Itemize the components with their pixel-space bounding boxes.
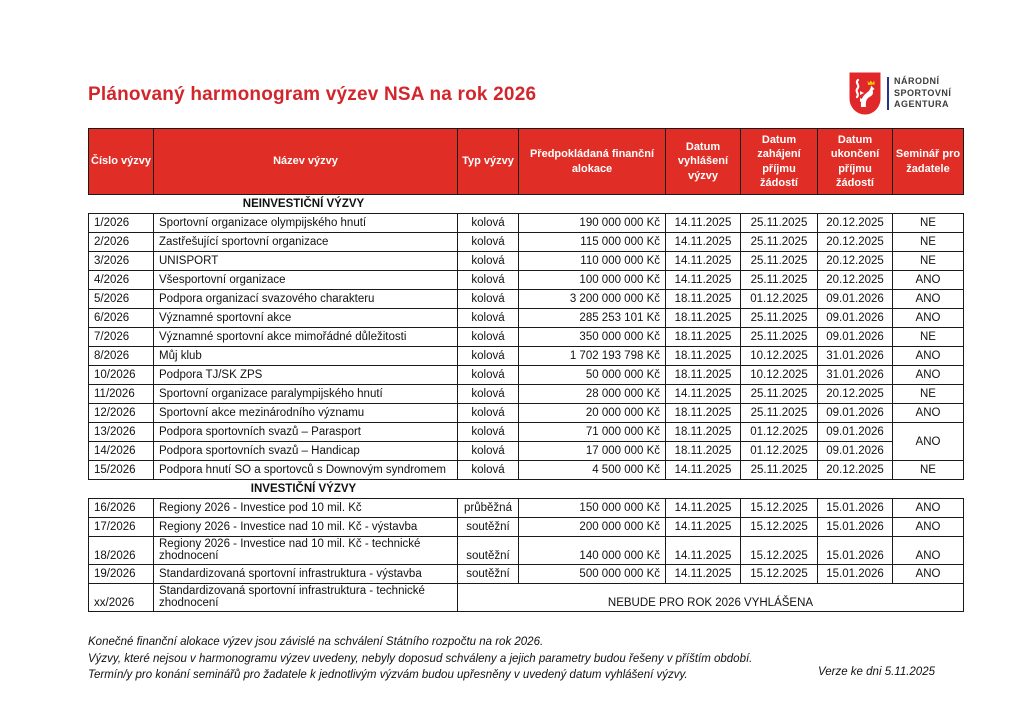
cell-announce-date: 18.11.2025 <box>666 442 741 461</box>
cell-seminar: ANO <box>893 518 964 537</box>
nsa-logo <box>848 70 998 118</box>
cell-call-type: kolová <box>458 328 519 347</box>
cell-call-type: průběžná <box>458 499 519 518</box>
cell-seminar: NE <box>893 385 964 404</box>
cell-allocation: 17 000 000 Kč <box>519 442 666 461</box>
cell-call-number: 18/2026 <box>89 537 154 565</box>
table-row <box>89 404 964 423</box>
cell-seminar: NE <box>893 252 964 271</box>
cell-call-number: 8/2026 <box>89 347 154 366</box>
cell-seminar: ANO <box>893 404 964 423</box>
cell-start-date: 01.12.2025 <box>741 442 818 461</box>
header-call-name: Název výzvy <box>154 129 458 195</box>
cell-call-number: 19/2026 <box>89 565 154 584</box>
cell-call-number: 12/2026 <box>89 404 154 423</box>
table-row <box>89 385 964 404</box>
cell-end-date: 31.01.2026 <box>818 347 893 366</box>
cell-end-date: 20.12.2025 <box>818 233 893 252</box>
header-seminar: Seminář pro žadatele <box>893 129 964 195</box>
cell-call-name: Standardizovaná sportovní infrastruktura - výstavba <box>154 565 458 584</box>
cell-start-date: 25.11.2025 <box>741 328 818 347</box>
section-spacer <box>519 480 964 499</box>
cell-call-type: kolová <box>458 233 519 252</box>
cell-end-date: 31.01.2026 <box>818 366 893 385</box>
cell-announce-date: 14.11.2025 <box>666 271 741 290</box>
cell-start-date: 25.11.2025 <box>741 461 818 480</box>
logo-divider <box>887 77 889 110</box>
cell-call-type: kolová <box>458 252 519 271</box>
section-label: NEINVESTIČNÍ VÝZVY <box>89 195 519 214</box>
cell-call-number: 17/2026 <box>89 518 154 537</box>
cell-call-name: Podpora TJ/SK ZPS <box>154 366 458 385</box>
table-row <box>89 347 964 366</box>
table-header-row <box>89 129 964 195</box>
cell-call-type: kolová <box>458 404 519 423</box>
cell-end-date: 15.01.2026 <box>818 565 893 584</box>
section-header-noninvestment <box>89 195 964 214</box>
cell-end-date: 09.01.2026 <box>818 309 893 328</box>
logo-line-3: AGENTURA <box>894 99 949 109</box>
cell-call-type: kolová <box>458 290 519 309</box>
cell-announce-date: 14.11.2025 <box>666 499 741 518</box>
cell-announce-date: 18.11.2025 <box>666 290 741 309</box>
cell-end-date: 09.01.2026 <box>818 404 893 423</box>
czech-lion-shield-icon <box>848 71 882 116</box>
cell-announce-date: 14.11.2025 <box>666 518 741 537</box>
cell-start-date: 10.12.2025 <box>741 366 818 385</box>
cell-allocation: 1 702 193 798 Kč <box>519 347 666 366</box>
cell-start-date: 15.12.2025 <box>741 518 818 537</box>
cell-announce-date: 14.11.2025 <box>666 461 741 480</box>
cell-call-type: kolová <box>458 385 519 404</box>
cell-allocation: 20 000 000 Kč <box>519 404 666 423</box>
cell-end-date: 15.01.2026 <box>818 518 893 537</box>
cell-seminar: ANO <box>893 309 964 328</box>
table-row <box>89 461 964 480</box>
cell-end-date: 09.01.2026 <box>818 328 893 347</box>
cell-call-name: Sportovní organizace paralympijského hnutí <box>154 385 458 404</box>
cell-allocation: 500 000 000 Kč <box>519 565 666 584</box>
cell-call-name: Všesportovní organizace <box>154 271 458 290</box>
cell-allocation: 140 000 000 Kč <box>519 537 666 565</box>
cell-call-type: soutěžní <box>458 518 519 537</box>
cell-seminar: ANO <box>893 347 964 366</box>
cell-start-date: 25.11.2025 <box>741 309 818 328</box>
cell-seminar: NE <box>893 214 964 233</box>
cell-start-date: 25.11.2025 <box>741 252 818 271</box>
cell-end-date: 09.01.2026 <box>818 290 893 309</box>
cell-start-date: 01.12.2025 <box>741 423 818 442</box>
footnotes <box>88 634 752 684</box>
cell-call-type: kolová <box>458 461 519 480</box>
cell-call-name: Významné sportovní akce <box>154 309 458 328</box>
cell-seminar: ANO <box>893 366 964 385</box>
cell-allocation: 350 000 000 Kč <box>519 328 666 347</box>
cell-allocation: 200 000 000 Kč <box>519 518 666 537</box>
cell-allocation: 71 000 000 Kč <box>519 423 666 442</box>
logo-line-1: NÁRODNÍ <box>894 76 940 86</box>
cell-call-type: kolová <box>458 423 519 442</box>
cell-allocation: 3 200 000 000 Kč <box>519 290 666 309</box>
cell-call-type: kolová <box>458 442 519 461</box>
cell-allocation: 190 000 000 Kč <box>519 214 666 233</box>
section-spacer <box>519 195 964 214</box>
cell-call-name: Podpora organizací svazového charakteru <box>154 290 458 309</box>
cell-allocation: 4 500 000 Kč <box>519 461 666 480</box>
cell-call-type: kolová <box>458 271 519 290</box>
cell-start-date: 25.11.2025 <box>741 404 818 423</box>
cell-allocation: 115 000 000 Kč <box>519 233 666 252</box>
cell-seminar-merged: ANO <box>893 423 964 461</box>
cell-seminar: ANO <box>893 499 964 518</box>
cell-announce-date: 18.11.2025 <box>666 404 741 423</box>
cell-announce-date: 14.11.2025 <box>666 537 741 565</box>
cell-end-date: 09.01.2026 <box>818 442 893 461</box>
cell-start-date: 25.11.2025 <box>741 385 818 404</box>
cell-call-name: Podpora hnutí SO a sportovců s Downovým syndromem <box>154 461 458 480</box>
cell-call-number: 4/2026 <box>89 271 154 290</box>
cell-start-date: 25.11.2025 <box>741 233 818 252</box>
table-row <box>89 423 964 442</box>
table-row <box>89 290 964 309</box>
header-call-number: Číslo výzvy <box>89 129 154 195</box>
cell-call-name: Regiony 2026 - Investice pod 10 mil. Kč <box>154 499 458 518</box>
cell-call-name: Regiony 2026 - Investice nad 10 mil. Kč - výstavba <box>154 518 458 537</box>
cell-call-type: soutěžní <box>458 537 519 565</box>
cell-allocation: 100 000 000 Kč <box>519 271 666 290</box>
cell-allocation: 50 000 000 Kč <box>519 366 666 385</box>
cell-call-name: Významné sportovní akce mimořádné důležitosti <box>154 328 458 347</box>
cell-end-date: 15.01.2026 <box>818 537 893 565</box>
table-row <box>89 584 964 612</box>
logo-wordmark <box>894 76 951 111</box>
cell-seminar: ANO <box>893 271 964 290</box>
cell-end-date: 20.12.2025 <box>818 271 893 290</box>
table-row <box>89 252 964 271</box>
cell-start-date: 10.12.2025 <box>741 347 818 366</box>
cell-call-type: kolová <box>458 214 519 233</box>
cell-call-type: kolová <box>458 366 519 385</box>
footnote-3: Termín/y pro konání seminářů pro žadatele k jednotlivým výzvám budou upřesněny v uvedený datum vyhlášení výzvy. <box>88 669 688 681</box>
footnote-1: Konečné finanční alokace výzev jsou závislé na schválení Státního rozpočtu na rok 2026. <box>88 636 544 648</box>
cell-end-date: 09.01.2026 <box>818 423 893 442</box>
header-announce-date: Datum vyhlášení výzvy <box>666 129 741 195</box>
table-row <box>89 233 964 252</box>
cell-call-number: 10/2026 <box>89 366 154 385</box>
cell-seminar: NE <box>893 461 964 480</box>
cell-call-name: Podpora sportovních svazů – Handicap <box>154 442 458 461</box>
cell-call-name: Můj klub <box>154 347 458 366</box>
cell-call-number: 16/2026 <box>89 499 154 518</box>
table-row <box>89 271 964 290</box>
cell-seminar: ANO <box>893 537 964 565</box>
cell-end-date: 20.12.2025 <box>818 461 893 480</box>
cell-start-date: 15.12.2025 <box>741 565 818 584</box>
cell-announce-date: 18.11.2025 <box>666 423 741 442</box>
cell-call-number: 2/2026 <box>89 233 154 252</box>
cell-start-date: 15.12.2025 <box>741 499 818 518</box>
cell-call-name: Sportovní akce mezinárodního významu <box>154 404 458 423</box>
cell-call-number: 11/2026 <box>89 385 154 404</box>
schedule-table <box>88 128 964 612</box>
page-title: Plánovaný harmonogram výzev NSA na rok 2026 <box>88 84 537 105</box>
table-row <box>89 328 964 347</box>
footnote-2: Výzvy, které nejsou v harmonogramu výzev uvedeny, nebyly doposud schváleny a jejich parametry budou řešeny v příštím období. <box>88 652 753 665</box>
cell-call-number: 6/2026 <box>89 309 154 328</box>
table-row <box>89 442 964 461</box>
cell-call-number: 15/2026 <box>89 461 154 480</box>
cell-start-date: 01.12.2025 <box>741 290 818 309</box>
cell-call-type: kolová <box>458 309 519 328</box>
cell-call-number: 3/2026 <box>89 252 154 271</box>
cell-announce-date: 18.11.2025 <box>666 309 741 328</box>
cell-end-date: 15.01.2026 <box>818 499 893 518</box>
cell-call-name: Regiony 2026 - Investice nad 10 mil. Kč - technické zhodnocení <box>154 537 458 565</box>
cell-allocation: 110 000 000 Kč <box>519 252 666 271</box>
section-label: INVESTIČNÍ VÝZVY <box>89 480 519 499</box>
cell-call-number: 7/2026 <box>89 328 154 347</box>
cell-not-announced: NEBUDE PRO ROK 2026 VYHLÁŠENA <box>458 584 964 612</box>
cell-call-name: Standardizovaná sportovní infrastruktura - technické zhodnocení <box>154 584 458 612</box>
logo-line-2: SPORTOVNÍ <box>894 87 952 98</box>
cell-seminar: NE <box>893 233 964 252</box>
cell-call-number: 14/2026 <box>89 442 154 461</box>
cell-call-number: xx/2026 <box>89 584 154 612</box>
table-row <box>89 518 964 537</box>
cell-seminar: ANO <box>893 565 964 584</box>
cell-call-number: 5/2026 <box>89 290 154 309</box>
cell-announce-date: 14.11.2025 <box>666 252 741 271</box>
cell-announce-date: 18.11.2025 <box>666 366 741 385</box>
cell-call-type: kolová <box>458 347 519 366</box>
table-row <box>89 565 964 584</box>
table-row <box>89 309 964 328</box>
cell-end-date: 20.12.2025 <box>818 385 893 404</box>
cell-start-date: 25.11.2025 <box>741 214 818 233</box>
cell-announce-date: 14.11.2025 <box>666 385 741 404</box>
cell-end-date: 20.12.2025 <box>818 252 893 271</box>
cell-announce-date: 14.11.2025 <box>666 565 741 584</box>
version-label: Verze ke dni 5.11.2025 <box>818 666 935 678</box>
cell-seminar: NE <box>893 328 964 347</box>
cell-start-date: 25.11.2025 <box>741 271 818 290</box>
table-row <box>89 537 964 565</box>
cell-announce-date: 18.11.2025 <box>666 347 741 366</box>
cell-call-name: Podpora sportovních svazů – Parasport <box>154 423 458 442</box>
header-allocation: Předpokládaná finanční alokace <box>519 129 666 195</box>
cell-announce-date: 18.11.2025 <box>666 328 741 347</box>
table-row <box>89 499 964 518</box>
cell-announce-date: 14.11.2025 <box>666 233 741 252</box>
header-end-date: Datum ukončení příjmu žádostí <box>818 129 893 195</box>
cell-announce-date: 14.11.2025 <box>666 214 741 233</box>
cell-allocation: 285 253 101 Kč <box>519 309 666 328</box>
header-start-date: Datum zahájení příjmu žádostí <box>741 129 818 195</box>
cell-allocation: 150 000 000 Kč <box>519 499 666 518</box>
section-header-investment <box>89 480 964 499</box>
table-row <box>89 366 964 385</box>
cell-call-name: UNISPORT <box>154 252 458 271</box>
cell-call-number: 13/2026 <box>89 423 154 442</box>
cell-call-name: Zastřešující sportovní organizace <box>154 233 458 252</box>
cell-end-date: 20.12.2025 <box>818 214 893 233</box>
cell-call-type: soutěžní <box>458 565 519 584</box>
cell-call-number: 1/2026 <box>89 214 154 233</box>
cell-allocation: 28 000 000 Kč <box>519 385 666 404</box>
table-row <box>89 214 964 233</box>
header-call-type: Typ výzvy <box>458 129 519 195</box>
cell-start-date: 15.12.2025 <box>741 537 818 565</box>
cell-seminar: ANO <box>893 290 964 309</box>
cell-call-name: Sportovní organizace olympijského hnutí <box>154 214 458 233</box>
